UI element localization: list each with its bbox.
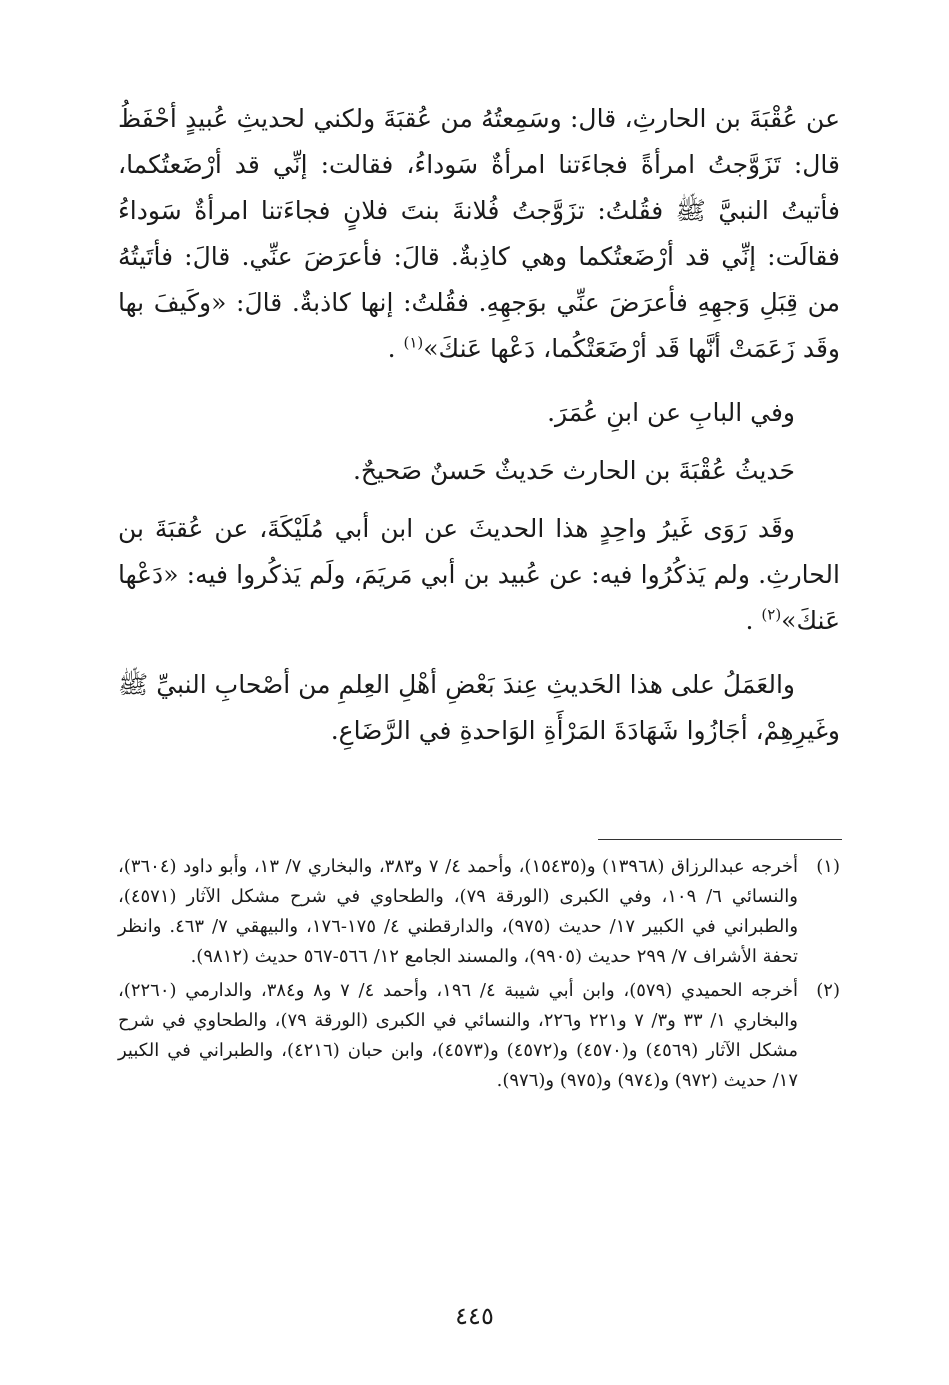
hadith-grading: حَديثُ عُقْبَةَ بن الحارث حَديثٌ حَسنٌ صَحيحٌ. xyxy=(352,456,795,485)
page-body xyxy=(118,96,840,754)
footnote-text: أخرجه الحميدي (٥٧٩)، وابن أبي شيبة ٤/ ١٩٦، وأحمد ٤/ ٧ و٨ و٣٨٤، والدارمي (٢٢٦٠)، والبخاري ١/ ٣٣ و٣/ ٧ و٢٢١ و٢٢٦، والنسائي في الكبرى (الورقة ٧٩)، والطحاوي في شرح مشكل الآثار (٤٥٦٩) و(٤٥٧٠) و(٤٥٧٢) و(٤٥٧٣)، وابن حبان (٤٢١٦)، والطبراني في الكبير ١٧/ حديث (٩٧٢) و(٩٧٤) و(٩٧٥) و(٩٧٦). xyxy=(118,980,798,1091)
footnote-number: (١) xyxy=(816,856,840,877)
footnote-ref-1[interactable]: (١) xyxy=(403,333,424,352)
footnote-divider xyxy=(598,839,842,840)
narration-text: وقَد رَوَى غَيرُ واحِدٍ هذا الحديثَ عن ابن أبي مُلَيْكَةَ، عن عُقبَةَ بن الحارثِ. ولم يَذكُرُوا فيه: عن عُبيد بن أبي مَريَمَ، ولَم يَذكُروا فيه: «دَعْها عَنكَ» xyxy=(118,514,840,635)
page-number: ٤٤٥ xyxy=(455,1302,494,1330)
chapter-note: وفي البابِ عن ابنِ عُمَرَ. xyxy=(547,398,795,427)
sentence-end: . xyxy=(745,606,762,635)
sentence-end: . xyxy=(387,334,404,363)
footnote-ref-2[interactable]: (٢) xyxy=(761,605,782,624)
footnote-text: أخرجه عبدالرزاق (١٣٩٦٨) و(١٥٤٣٥)، وأحمد ٤/ ٧ و٣٨٣، والبخاري ٧/ ١٣، وأبو داود (٣٦٠٤)، والنسائي ٦/ ١٠٩، وفي الكبرى (الورقة ٧٩)، والطحاوي في شرح مشكل الآثار (٤٥٧١)، والطبراني في الكبير ١٧/ حديث (٩٧٥)، والدارقطني ٤/ ١٧٥-١٧٦، والبيهقي ٧/ ٤٦٣. وانظر تحفة الأشراف ٧/ ٢٩٩ حديث (٩٩٠٥)، والمسند الجامع ١٢/ ٥٦٦-٥٦٧ حديث (٩٨١٢). xyxy=(118,856,799,967)
hadith-text: عن عُقْبَةَ بن الحارثِ، قال: وسَمِعتُهُ من عُقبَةَ ولكني لحديثِ عُبيدٍ أحْفَظُ قال: تَزَوَّجتُ امرأةً فجاءَتنا امرأةٌ سَوداءُ، فقالت: إنِّي قد أرْضَعتُكما، فأتيتُ النبيَّ ﷺ فقُلتُ: تزَوَّجتُ فُلانةَ بنتَ فلانٍ فجاءَتنا امرأةٌ سَوداءُ فقالَت: إنِّي قد أرْضَعتُكما وهي كاذِبةٌ. قالَ: فأعرَضَ عنِّي. قالَ: فأتَيتُهُ من قِبَلِ وَجهِهِ فأعرَضَ عنِّي بوَجهِهِ. فقُلتُ: إنها كاذبةٌ. قالَ: «وكَيفَ بها وقَد زَعَمَتْ أنَّها قَد أرْضَعَتْكُما، دَعْها عَنكَ» xyxy=(118,104,841,363)
footnote-2 xyxy=(118,976,840,1096)
hadith-paragraph xyxy=(118,96,840,372)
footnotes xyxy=(118,852,840,1100)
practice-paragraph: والعَمَلُ على هذا الحَديثِ عِندَ بَعْضِ أهْلِ العِلمِ من أصْحابِ النبيِّ ﷺ وغَيرِهِمْ، أجَازُوا شَهَادَةَ المَرْأَةِ الوَاحدةِ في الرَّضَاعِ. xyxy=(118,670,840,745)
main-text xyxy=(118,96,840,754)
footnote-1 xyxy=(118,852,840,972)
narration-paragraph xyxy=(118,506,840,644)
footnote-number: (٢) xyxy=(816,980,840,1001)
